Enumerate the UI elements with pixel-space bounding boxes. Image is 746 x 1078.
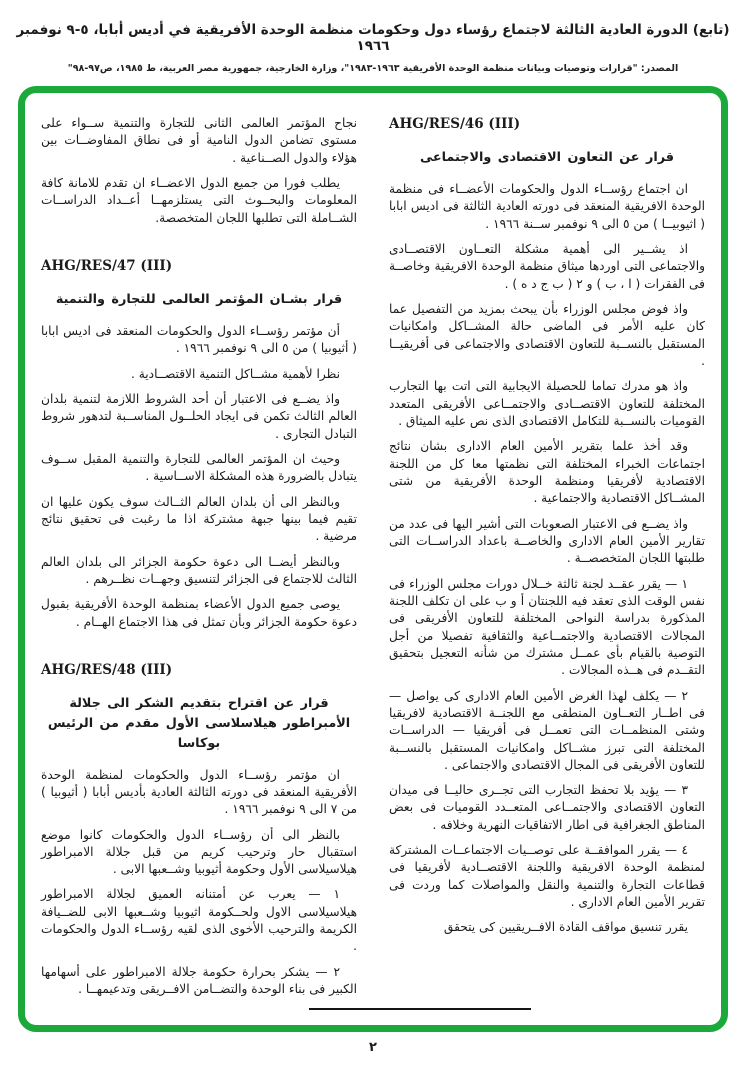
doc-header-source: المصدر: "قرارات وتوصيات وبيانات منظمة الوحدة الأفريقية ١٩٦٣-١٩٨٣"، وزارة الخارجية، جمهورية مصر العربية، ط ١٩٨٥، ص٩٧-٩٨" [67,63,679,74]
paragraph: ١ — يقرر عقــد لجنة ثالثة خــلال دورات مجلس الوزراء فى نفس الوقت الذى تعقد فيه اللجنتان أ و ب على ان تكلف اللجنة المذكورة بدراسة النواحى المختلفة للتعاون الأفريقى فى المجالات الاقتصادية والاجتمــاعية والثقافية تفصيلا من أجل التوصية بالقيام بأى عمــل مشترك من شأنه التعجيل بتحقيق التقــدم فى هــذه المجالات . [389,576,705,678]
paragraph: يقرر تنسيق مواقف القادة الافــريقيين كى يتحقق [443,920,688,935]
two-column-layout [41,115,705,997]
paragraph: واذ يضــع فى الاعتبار أن أحد الشروط اللازمة لتنمية بلدان العالم الثالث تكمن فى ايجاد الحلــول المناســبة لتدهور شروط التبادل التجارى . [41,391,357,441]
paragraph: واذ فوض مجلس الوزراء بأن يبحث بمزيد من التفصيل عما كان عليه الأمر فى الماضى حالة المشــاكل وامكانيات المستقبل بالنســبة للتعاون الاقتصادى والاجتماعى فى أفريقيــا . [389,301,705,368]
paragraph: يوصى جميع الدول الأعضاء بمنظمة الوحدة الأفريقية بقبول دعوة حكومة الجزائر وبأن تمثل فى هذا الاجتماع الهــام . [41,597,357,629]
paragraph: ٣ — يؤيد بلا تحفظ التجارب التى تجــرى حاليــا فى ميدان التعاون الاقتصادى والاجتمــاعى المتعــدد القوميات فى بعض المناطق الجغرافية فى اطار الاتفاقيات النهرية وخلافه . [389,783,705,832]
resolution-code-46: AHG/RES/46 (III) [389,116,521,132]
paragraph: وبالنظر الى أن بلدان العالم الثــالث سوف يكون عليها ان تقيم فيما بينها جبهة مشتركة اذا ما رغبت فى تحقيق نتائج مرضية . [41,494,357,544]
resolution-code-48: AHG/RES/48 (III) [41,661,173,678]
column-left [41,115,357,997]
paragraph: ٤ — يقرر الموافقــة على توصــيات الاجتماعــات المشتركة لمنظمة الوحدة الافريقية واللجنة الاقتصــادية لأفريقيا فى قطاعات التجارة والتنمية والنقل والمواصلات كما وردت فى تقرير الأمين العام الادارى . [389,843,705,910]
paragraph-continuation: يطلب فورا من جميع الدول الاعضــاء ان تقدم للامانة كافة المعلومات والبحــوث التى يستلزمهــا أعــداد الدراســات الشــاملة التى تطلبها اللجان المتخصصة. [41,175,357,225]
end-rule [309,1008,531,1010]
doc-header-title: (تابع) الدورة العادية الثالثة لاجتماع رؤساء دول وحكومات منظمة الوحدة الأفريقية في أديس أبابا، ٥-٩ نوفمبر ١٩٦٦ [16,22,730,54]
page-number: ٢ [369,1040,377,1055]
doc-header [0,0,746,74]
paragraph: ان مؤتمر رؤســاء الدول والحكومات لمنظمة الوحدة الأفريقية المنعقد فى دورته الثالثة العادية بأديس أبابا ( أثيوبيا ) من ٧ الى ٩ نوفمبر ١٩٦٦ . [41,767,357,817]
column-right [389,115,705,997]
resolution-title-47: قرار بشـان المؤتمر العالمى للتجارة والتنمية [55,292,343,308]
content-frame [18,86,728,1032]
paragraph: ٢ — يشكر بحرارة حكومة جلالة الامبراطور على أسهامها الكبير فى بناء الوحدة والتضــامن الافــريقى وتدعيمهــا . [41,964,357,997]
paragraph: واذ هو مدرك تماما للحصيلة الايجابية التى اتت بها التجارب المختلفة للتعاون الاقتصــادى والاجتمــاعى الأفريقى المتعدد القوميات بالنســبة للتكامل الاقتصادى الذى نص عليه الميثاق . [389,379,705,428]
paragraph: ٢ — يكلف لهذا الغرض الأمين العام الادارى كى يواصل — فى اطــار التعــاون المنطقى مع اللجنــة الاقتصادية لافريقيا وشتى المنظمــات التى تعمــل فى أفريقيا — الدراســات المختلفة التى تبرز مشــاكل وامكانيات المستقبل بالنســبة للتعاون الأفريقى فى المجال الاقتصادى والاجتماعى . [389,688,705,772]
paragraph: اذ يشــير الى أهمية مشكلة التعــاون الاقتصــادى والاجتماعى التى اوردها ميثاق منظمة الوحدة الافريقية وخاصــة فى الفقرات ( ا ، ب ) و ٢ ( ب ج د ه ) . [389,241,705,291]
paragraph: ان اجتماع رؤســاء الدول والحكومات الأعضــاء فى منظمة الوحدة الافريقية المنعقد فى دورته العادية الثالثة فى اديس ابابا ( اثيوبيــا ) من ٥ الى ٩ نوفمبر ســنة ١٩٦٦ . [389,181,705,231]
resolution-code-47: AHG/RES/47 (III) [41,257,173,274]
resolution-title-48: قرار عن اقتراح بتقديم الشكر الى جلالة الأمبراطور هيلاسلاسى الأول مقدم من الرئيس بوكاسا [47,696,351,751]
paragraph: وقد أخذ علما بتقرير الأمين العام الادارى بشان نتائج اجتماعات الخبراء المختلفة التى نظمتها معا كل من اللجنة الاقتصادية لأفريقيا ومنظمة الوحدة الأفريقية من شتى المشــاكل الاقتصادية والاجتماعية . [389,439,705,506]
paragraph: وحيث ان المؤتمر العالمى للتجارة والتنمية المقبل ســوف يتبادل بالضرورة هذه المشكلة الاســاسية . [41,451,357,484]
resolution-title-46: قرار عن التعاون الاقتصادى والاجتماعى [419,150,675,166]
paragraph: واذ يضــع فى الاعتبار الصعوبات التى أشير اليها فى عدد من تقارير الأمين العام الادارى والخاصــة باعداد الدراســات التى طلبتها اللجان المتخصصــة . [389,516,705,566]
paragraph: بالنظر الى أن رؤســاء الدول والحكومات كانوا موضع استقبال حار وترحيب كريم من قبل جلالة الامبراطور هيلاسيلاسى الأول وحكومة أثيوبيا وشــعبها الابى . [41,827,357,877]
paragraph: نظرا لأهمية مشــاكل التنمية الاقتصــادية . [131,366,340,381]
paragraph: ١ — يعرب عن أمتنانه العميق لجلالة الامبراطور هيلاسيلاسى الاول ولحــكومة اثيوبيا وشــعبها الابى للضــيافة الكريمة والترحيب الأخوى الذى لقيه رؤســاء الدول والحكومات . [41,887,357,954]
paragraph-continuation: نجاح المؤتمر العالمى الثانى للتجارة والتنمية ســواء على مستوى تضامن الدول النامية أو فى نطاق المفاوضــات بين هؤلاء والدول الصــناعية . [41,116,357,165]
paragraph: وبالنظر أيضــا الى دعوة حكومة الجزائر الى بلدان العالم الثالث للاجتماع فى الجزائر لتنسيق وجهــات نظــرهم . [41,554,357,586]
paragraph: أن مؤتمر رؤســاء الدول والحكومات المنعقد فى اديس ابابا ( أثيوبيا ) من ٥ الى ٩ نوفمبر ١٩٦٦ . [41,323,357,356]
